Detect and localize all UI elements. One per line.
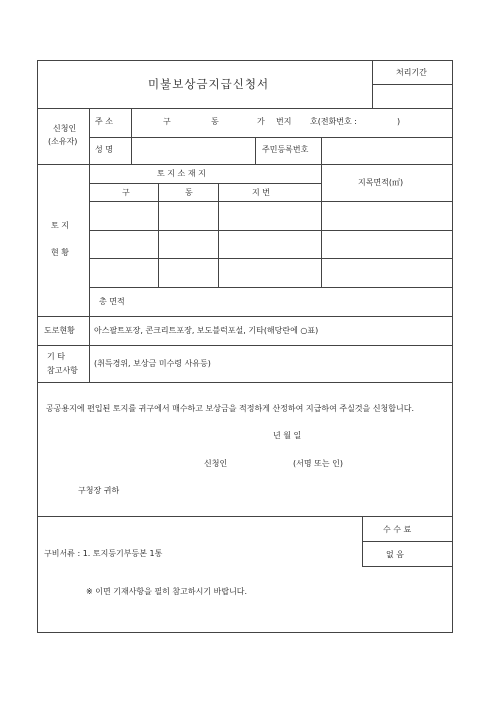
rule-label-column	[89, 108, 90, 345]
rule-other-label	[89, 345, 90, 382]
fee-label: 수 수 료	[383, 525, 412, 534]
frame-right	[452, 60, 453, 632]
resident-id-label: 주민등록번호	[262, 145, 309, 154]
statement-signature: (서명 또는 인)	[293, 459, 343, 468]
rule-processing-left	[372, 60, 373, 108]
rule-applicant-mid	[89, 137, 452, 138]
rule-processing-inner	[372, 84, 452, 85]
rule-other-bottom	[37, 382, 453, 383]
rule-land-bottom	[37, 316, 453, 317]
frame-bottom	[37, 632, 453, 633]
rule-land-subheader	[89, 201, 452, 202]
land-area-header: 지목면적(㎡)	[358, 178, 404, 187]
rule-land-row2	[89, 258, 452, 259]
address-ho-phone: 호(전화번호 :	[310, 117, 357, 126]
address-ga: 가	[257, 117, 265, 126]
rule-land-location	[321, 164, 322, 287]
other-value: (취득경위, 보상금 미수령 사유등)	[94, 359, 211, 368]
rule-name-right	[255, 137, 256, 164]
rule-fee-bottom	[362, 566, 452, 567]
column-dong: 동	[185, 188, 193, 197]
land-label: 토 지	[51, 221, 69, 230]
total-area-label: 총 면적	[99, 297, 125, 306]
owner-label: (소유자)	[48, 137, 78, 146]
name-label: 성 명	[95, 145, 113, 154]
statement-addressee: 구청장 귀하	[78, 486, 120, 495]
frame-left	[37, 60, 38, 632]
rule-statement-bottom	[37, 516, 453, 517]
rule-address-label	[131, 108, 132, 164]
rule-land-row3	[89, 287, 452, 288]
rule-title-bottom	[37, 108, 453, 109]
rule-applicant-bottom	[37, 164, 453, 165]
form-title: 미불보상금지급신청서	[148, 77, 270, 91]
frame-top	[37, 60, 453, 61]
road-status-value: 아스팔트포장, 콘크리트포장, 보도블럭포설, 기타(해당란에 ○표)	[94, 326, 319, 335]
processing-period-label: 처리기간	[396, 68, 427, 77]
address-bunji: 번지	[276, 117, 292, 126]
statement-body: 공공용지에 편입된 토지를 귀구에서 매수하고 보상금을 적정하게 산정하여 지급하여 주실것을 신청합니다.	[46, 404, 415, 413]
applicant-label: 신청인	[53, 124, 77, 133]
status-label: 현 황	[51, 248, 69, 257]
back-page-note: ※ 이면 기재사항을 필히 참고하시기 바랍니다.	[86, 587, 248, 596]
address-dong: 동	[211, 117, 219, 126]
rule-road-bottom	[37, 345, 453, 346]
statement-applicant: 신청인	[204, 459, 228, 468]
address-label: 주 소	[95, 117, 113, 126]
road-status-label: 도로현황	[44, 326, 75, 335]
statement-date: 년 월 일	[273, 431, 302, 440]
land-location-header: 토 지 소 재 지	[157, 169, 206, 178]
rule-id-right	[321, 137, 322, 164]
address-close-paren: )	[397, 117, 401, 126]
column-gu: 구	[122, 188, 130, 197]
rule-land-header	[89, 183, 321, 184]
rule-fee-left	[362, 516, 363, 566]
column-jibeon: 지 번	[252, 188, 270, 197]
fee-value: 없 음	[386, 550, 404, 559]
other-label: 기 타	[47, 352, 65, 361]
rule-fee-mid	[362, 541, 452, 542]
rule-land-gu	[158, 183, 159, 287]
required-documents: 구비서류 : 1. 토지등기부등본 1통	[44, 549, 163, 558]
reference-label: 참고사항	[47, 366, 78, 375]
rule-land-row1	[89, 230, 452, 231]
rule-land-dong	[218, 183, 219, 287]
address-gu: 구	[163, 117, 171, 126]
